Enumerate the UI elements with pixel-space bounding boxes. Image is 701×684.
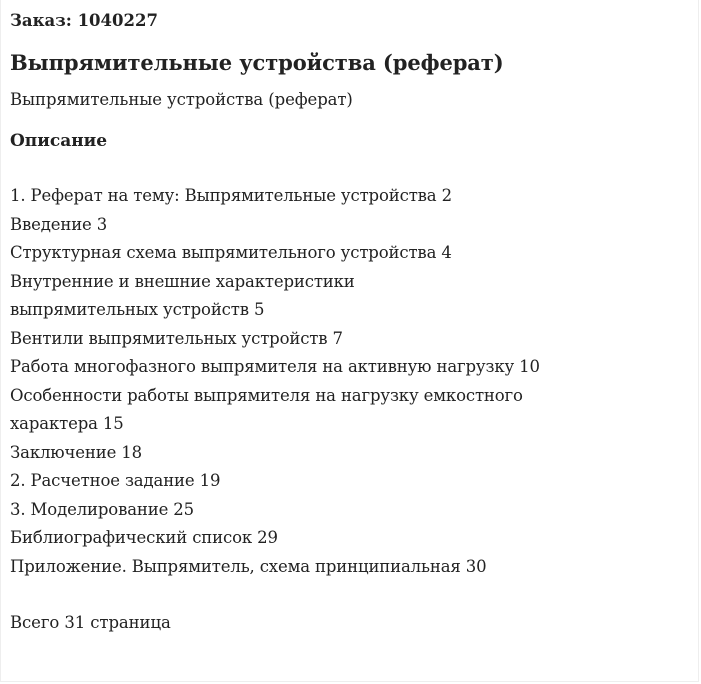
toc-line: Вентили выпрямительных устройств 7 — [10, 328, 343, 348]
page-title: Выпрямительные устройства (реферат) — [10, 50, 504, 75]
toc-line: 3. Моделирование 25 — [10, 499, 194, 519]
total-pages: Всего 31 страница — [10, 613, 171, 632]
toc-line: характера 15 — [10, 414, 124, 433]
toc-line: Внутренние и внешние характеристики — [10, 271, 355, 291]
toc-line: Введение 3 — [10, 214, 108, 234]
toc-line: Особенности работы выпрямителя на нагрузку емкостного — [10, 385, 523, 405]
toc-line: Библиографический список 29 — [10, 528, 278, 547]
toc-line: Работа многофазного выпрямителя на активную нагрузку 10 — [10, 357, 540, 376]
toc-line: выпрямительных устройств 5 — [10, 300, 265, 319]
toc-line: 1. Реферат на тему: Выпрямительные устройства 2 — [10, 186, 452, 205]
toc-line: 2. Расчетное задание 19 — [10, 471, 221, 490]
description-heading: Описание — [10, 131, 108, 151]
order-content — [10, 8, 690, 637]
page-subtitle: Выпрямительные устройства (реферат) — [10, 90, 353, 109]
toc-line: Заключение 18 — [10, 442, 142, 462]
toc-line: Структурная схема выпрямительного устройства 4 — [10, 243, 452, 262]
order-number: Заказ: 1040227 — [10, 11, 158, 30]
table-of-contents — [10, 182, 690, 581]
toc-line: Приложение. Выпрямитель, схема принципиальная 30 — [10, 556, 487, 576]
